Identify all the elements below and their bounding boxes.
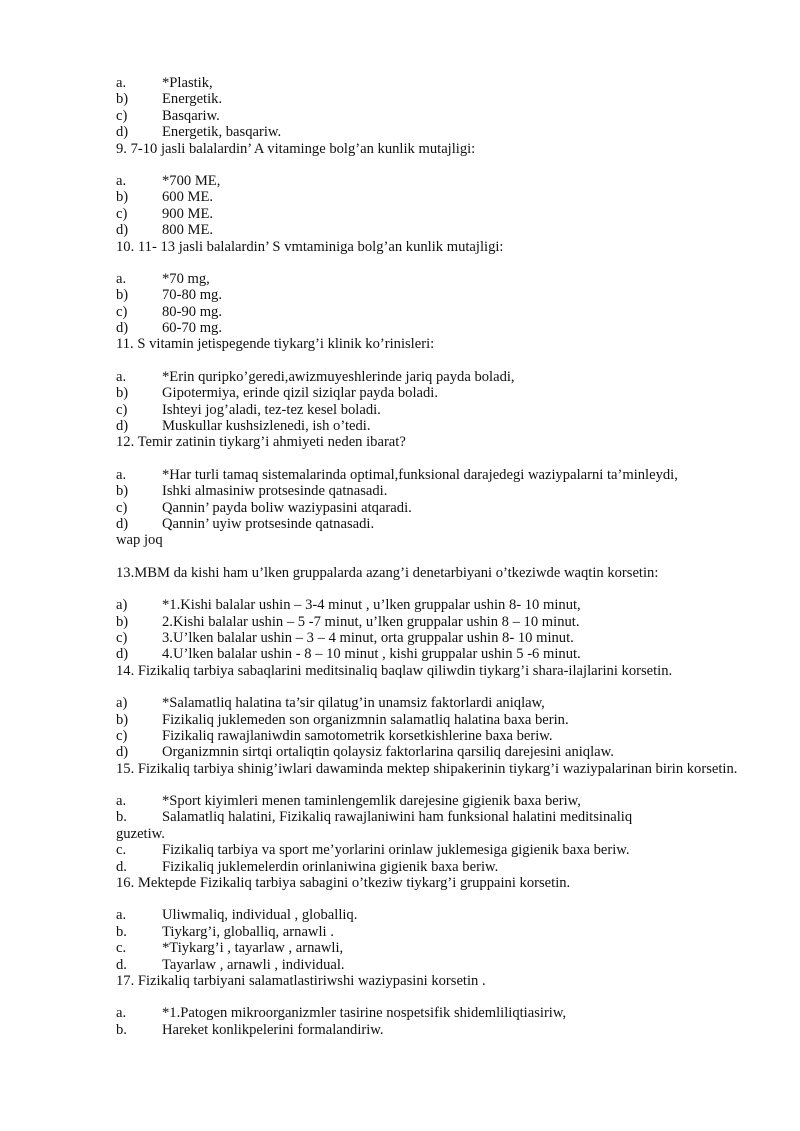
option-marker: a. — [116, 172, 127, 189]
option-text: Muskullar kushsizlenedi, ish o’tedi. — [162, 418, 371, 435]
answer-option — [116, 483, 740, 499]
option-text: 600 ME. — [162, 189, 214, 206]
answer-option — [116, 907, 740, 923]
answer-option — [116, 124, 740, 140]
spacer — [116, 891, 740, 907]
option-marker: c) — [116, 401, 128, 418]
option-text: *Plastik, — [162, 75, 213, 91]
answer-option — [116, 271, 740, 287]
option-text: 800 ME. — [162, 222, 214, 239]
option-text: Fizikaliq rawajlaniwdin samotometrik korsetkishlerine baxa beriw. — [162, 727, 553, 744]
spacer — [116, 549, 740, 565]
answer-option — [116, 1005, 740, 1021]
question-block — [116, 141, 740, 239]
option-marker: d) — [116, 515, 129, 532]
option-marker: a. — [116, 270, 127, 287]
option-marker: b) — [116, 711, 129, 728]
option-text: 60-70 mg. — [162, 320, 222, 337]
option-marker: d) — [116, 222, 129, 239]
question-block — [116, 973, 740, 1038]
answer-option — [116, 402, 740, 418]
option-marker: b. — [116, 923, 127, 940]
option-text: Tayarlaw , arnawli , individual. — [162, 956, 345, 973]
option-marker: c. — [116, 842, 127, 859]
answer-option — [116, 320, 740, 336]
option-text: 4.U’lken balalar ushin - 8 – 10 minut , kishi gruppalar ushin 5 -6 minut. — [162, 646, 581, 663]
question-block — [116, 761, 740, 875]
option-text: 80-90 mg. — [162, 303, 222, 320]
answer-option — [116, 516, 740, 532]
option-text: *Har turli tamaq sistemalarinda optimal,funksional darajedegi waziypalarni ta’minleydi, — [162, 466, 678, 483]
answer-option — [116, 287, 740, 303]
option-marker: b) — [116, 483, 129, 500]
answer-option — [116, 222, 740, 238]
answer-option — [116, 630, 740, 646]
answer-option — [116, 173, 740, 189]
question-block — [116, 434, 740, 548]
option-marker: b. — [116, 1021, 127, 1038]
answer-option — [116, 189, 740, 205]
question-block — [116, 875, 740, 973]
option-marker: c) — [116, 107, 128, 124]
question-text: 12. Temir zatinin tiykarg’i ahmiyeti neden ibarat? — [116, 434, 406, 451]
answer-option — [116, 75, 740, 91]
answer-option — [116, 614, 740, 630]
option-marker: a) — [116, 597, 128, 614]
question-text: 15. Fizikaliq tarbiya shinig’iwlari dawaminda mektep shipakerinin tiykarg’i waziypalarinan birin korsetin. — [116, 760, 738, 777]
answer-option — [116, 418, 740, 434]
option-marker: b) — [116, 287, 129, 304]
option-text: Qannin’ uyiw protsesinde qatnasadi. — [162, 515, 375, 532]
option-marker: b) — [116, 385, 129, 402]
option-marker: d. — [116, 858, 127, 875]
spacer — [116, 255, 740, 271]
option-marker: c) — [116, 205, 128, 222]
answer-option — [116, 957, 740, 973]
option-text: Fizikaliq tarbiya va sport me’yorlarini orinlaw juklemesiga gigienik baxa beriw. — [162, 842, 630, 859]
answer-option — [116, 859, 740, 875]
answer-note: wap joq — [116, 532, 163, 549]
option-text: Energetik. — [162, 91, 223, 108]
option-text: *Tiykarg’i , tayarlaw , arnawli, — [162, 940, 344, 957]
option-text: 900 ME. — [162, 205, 214, 222]
answer-option — [116, 1022, 740, 1038]
option-text: *Erin quripko’geredi,awizmuyeshlerinde jariq payda boladi, — [162, 368, 515, 385]
answer-option — [116, 467, 740, 483]
option-text: *Salamatliq halatina ta’sir qilatug’in unamsiz faktorlardi aniqlaw, — [162, 695, 545, 712]
answer-option — [116, 924, 740, 940]
spacer — [116, 777, 740, 793]
option-marker: b) — [116, 613, 129, 630]
option-text: Ishki almasiniw protsesinde qatnasadi. — [162, 483, 388, 500]
spacer — [116, 989, 740, 1005]
option-text: Gipotermiya, erinde qizil siziqlar payda boladi. — [162, 385, 438, 402]
answer-option — [116, 369, 740, 385]
option-text: Fizikaliq juklemelerdin orinlaniwina gigienik baxa beriw. — [162, 858, 499, 875]
option-text: Hareket konlikpelerini formalandiriw. — [162, 1021, 384, 1038]
question-block — [116, 75, 740, 141]
question-text: 13.MBM da kishi ham u’lken gruppalarda azang’i denetarbiyani o’tkeziwde waqtin korsetin: — [116, 564, 659, 581]
answer-option — [116, 809, 740, 825]
option-text: 70-80 mg. — [162, 287, 222, 304]
answer-option — [116, 108, 740, 124]
question-text: 9. 7-10 jasli balalardin’ A vitaminge bolg’an kunlik mutajligi: — [116, 140, 476, 157]
option-marker: c. — [116, 940, 127, 957]
spacer — [116, 157, 740, 173]
option-text: Tiykarg’i, globalliq, arnawli . — [162, 923, 334, 940]
question-block — [116, 239, 740, 337]
option-text: Qannin’ payda boliw waziypasini atqaradi. — [162, 499, 412, 516]
spacer — [116, 353, 740, 369]
option-marker: b) — [116, 91, 129, 108]
option-text: 3.U’lken balalar ushin – 3 – 4 minut, orta gruppalar ushin 8- 10 minut. — [162, 629, 574, 646]
option-marker: a. — [116, 793, 127, 810]
option-text: Fizikaliq juklemeden son organizmnin salamatliq halatina baxa berin. — [162, 711, 569, 728]
answer-option — [116, 500, 740, 516]
option-marker: d. — [116, 956, 127, 973]
question-text: 16. Mektepde Fizikaliq tarbiya sabagini o’tkeziw tiykarg’i gruppaini korsetin. — [116, 875, 571, 892]
answer-option — [116, 728, 740, 744]
option-marker: b) — [116, 189, 129, 206]
answer-option — [116, 597, 740, 613]
answer-option — [116, 842, 740, 858]
option-marker: c) — [116, 499, 128, 516]
option-marker: d) — [116, 646, 129, 663]
answer-option — [116, 793, 740, 809]
question-block — [116, 549, 740, 663]
option-text: Organizmnin sirtqi ortaliqtin qolaysiz faktorlarina qarsiliq darejesini aniqlaw. — [162, 744, 614, 761]
option-text: *1.Patogen mikroorganizmler tasirine nospetsifik shidemliliqtiasiriw, — [162, 1005, 567, 1022]
option-text: Ishteyi jog’aladi, tez-tez kesel boladi. — [162, 401, 381, 418]
answer-option — [116, 385, 740, 401]
spacer — [116, 581, 740, 597]
option-marker: a) — [116, 695, 128, 712]
answer-option — [116, 304, 740, 320]
option-text: Basqariw. — [162, 107, 220, 124]
option-text: Energetik, basqariw. — [162, 124, 282, 141]
answer-option — [116, 712, 740, 728]
answer-option — [116, 206, 740, 222]
option-continuation: guzetiw. — [116, 825, 165, 842]
option-marker: a. — [116, 75, 127, 91]
question-text: 14. Fizikaliq tarbiya sabaqlarini meditsinaliq baqlaw qiliwdin tiykarg’i shara-ilajlarini korsetin. — [116, 662, 673, 679]
option-text: Uliwmaliq, individual , globalliq. — [162, 907, 358, 924]
option-text: 2.Kishi balalar ushin – 5 -7 minut, u’lken gruppalar ushin 8 – 10 minut. — [162, 613, 580, 630]
option-text: *70 mg, — [162, 270, 210, 287]
answer-option — [116, 695, 740, 711]
question-block — [116, 336, 740, 434]
option-marker: d) — [116, 744, 129, 761]
answer-option — [116, 744, 740, 760]
option-marker: a. — [116, 368, 127, 385]
question-text: 17. Fizikaliq tarbiyani salamatlastiriwshi waziypasini korsetin . — [116, 973, 486, 989]
answer-option — [116, 940, 740, 956]
option-text: *1.Kishi balalar ushin – 3-4 minut , u’lken gruppalar ushin 8- 10 minut, — [162, 597, 581, 614]
option-text: *Sport kiyimleri menen taminlengemlik darejesine gigienik baxa beriw, — [162, 793, 581, 810]
question-text: 10. 11- 13 jasli balalardin’ S vmtaminiga bolg’an kunlik mutajligi: — [116, 238, 504, 255]
option-marker: d) — [116, 418, 129, 435]
option-marker: c) — [116, 303, 128, 320]
option-marker: c) — [116, 727, 128, 744]
option-marker: b. — [116, 809, 127, 826]
question-block — [116, 663, 740, 761]
spacer — [116, 679, 740, 695]
option-text: Salamatliq halatini, Fizikaliq rawajlaniwini ham funksional halatini meditsinaliq — [162, 809, 633, 826]
option-marker: c) — [116, 629, 128, 646]
spacer — [116, 451, 740, 467]
answer-option — [116, 646, 740, 662]
option-marker: d) — [116, 124, 129, 141]
option-text: *700 ME, — [162, 172, 221, 189]
option-marker: a. — [116, 466, 127, 483]
option-marker: a. — [116, 907, 127, 924]
question-text: 11. S vitamin jetispegende tiykarg’i klinik ko’rinisleri: — [116, 336, 435, 353]
answer-option — [116, 91, 740, 107]
option-marker: d) — [116, 320, 129, 337]
option-marker: a. — [116, 1005, 127, 1022]
